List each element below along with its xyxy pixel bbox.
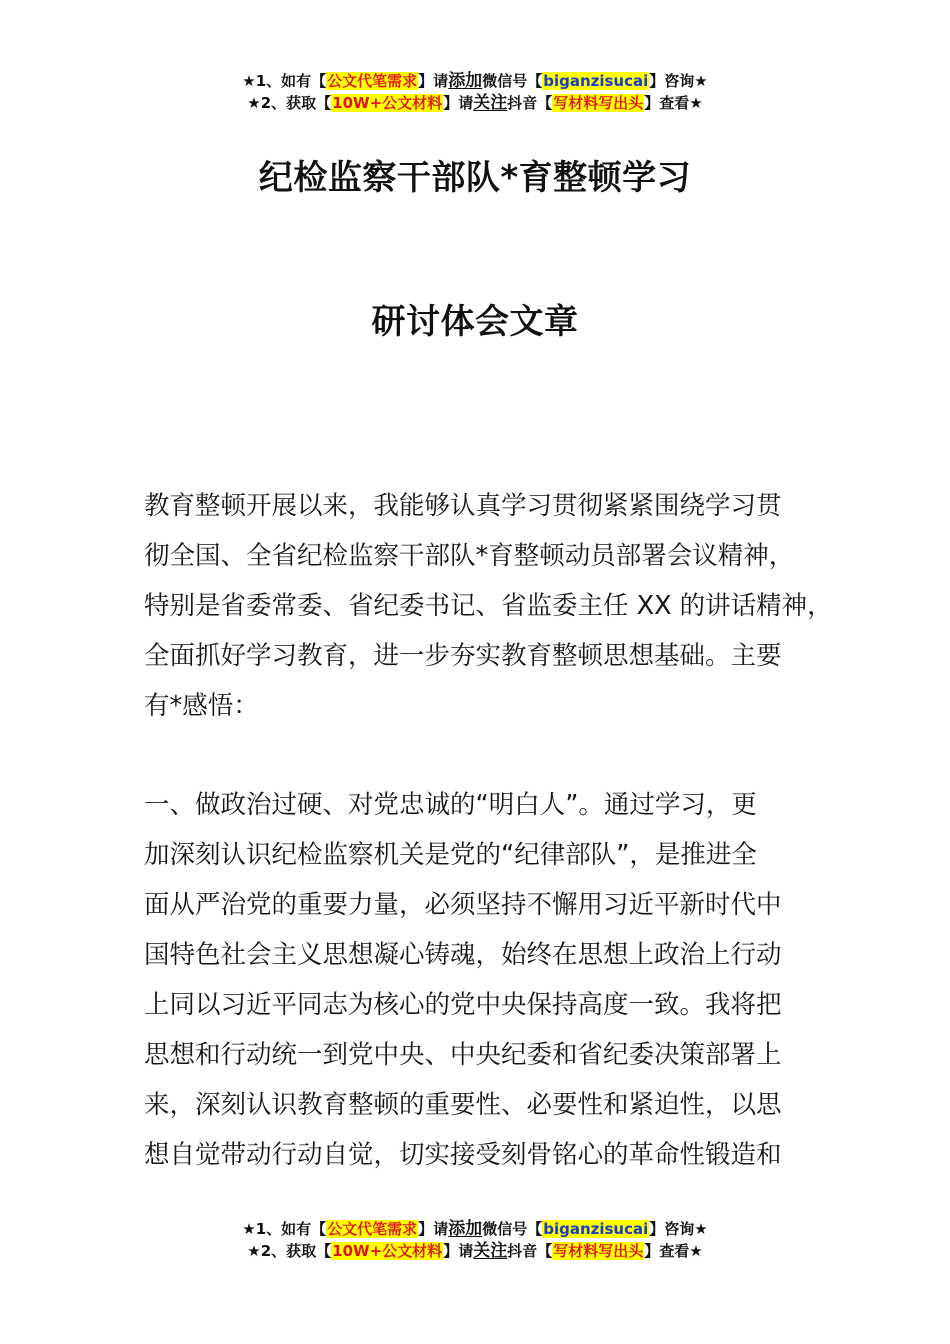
star-icon: ★ bbox=[242, 1220, 256, 1238]
star-icon: ★ bbox=[689, 1242, 703, 1260]
banner-line-1 bbox=[0, 1218, 950, 1240]
banner-text: 2、获取【 bbox=[260, 94, 332, 112]
text-line: 一、做政治过硬、对党忠诚的“明白人”。通过学习，更 bbox=[144, 790, 757, 820]
banner-text: 2、获取【 bbox=[260, 1242, 332, 1260]
text-line: 教育整顿开展以来，我能够认真学习贯彻紧紧围绕学习贯 bbox=[144, 491, 782, 521]
footer-banner bbox=[0, 1218, 950, 1262]
banner-text: 】请 bbox=[418, 72, 449, 90]
emphasis-text: 添加 bbox=[448, 71, 483, 91]
banner-text: 微信号【 bbox=[482, 1220, 543, 1238]
highlight-wechat-id: biganzisucai bbox=[543, 72, 649, 90]
banner-line-1 bbox=[0, 70, 950, 92]
document-title-line-2: 研讨体会文章 bbox=[371, 302, 579, 342]
star-icon: ★ bbox=[247, 1242, 261, 1260]
text-line: 特别是省委常委、省纪委书记、省监委主任 XX 的讲话精神， bbox=[144, 591, 833, 621]
banner-text: 1、如有【 bbox=[255, 72, 327, 90]
banner-text: 微信号【 bbox=[482, 72, 543, 90]
banner-text: 】请 bbox=[418, 1220, 449, 1238]
text-line: 彻全国、全省纪检监察干部队*育整顿动员部署会议精神， bbox=[144, 541, 795, 571]
text-line: 想自觉带动行动自觉，切实接受刻骨铭心的革命性锻造和 bbox=[144, 1140, 782, 1170]
highlight-douyin-id: 写材料写出头 bbox=[553, 94, 644, 112]
banner-text: 1、如有【 bbox=[255, 1220, 327, 1238]
text-line: 上同以习近平同志为核心的党中央保持高度一致。我将把 bbox=[144, 990, 782, 1020]
emphasis-text: 添加 bbox=[448, 1219, 483, 1239]
star-icon: ★ bbox=[694, 72, 708, 90]
star-icon: ★ bbox=[247, 94, 261, 112]
text-line: 加深刻认识纪检监察机关是党的“纪律部队”，是推进全 bbox=[144, 840, 757, 870]
text-line: 面从严治党的重要力量，必须坚持不懈用习近平新时代中 bbox=[144, 890, 782, 920]
star-icon: ★ bbox=[689, 94, 703, 112]
banner-text: 抖音【 bbox=[507, 1242, 553, 1260]
highlight-wechat-id: biganzisucai bbox=[543, 1220, 649, 1238]
star-icon: ★ bbox=[242, 72, 256, 90]
text-line: 思想和行动统一到党中央、中央纪委和省纪委决策部署上 bbox=[144, 1040, 782, 1070]
banner-line-2 bbox=[0, 92, 950, 114]
banner-line-2 bbox=[0, 1240, 950, 1262]
text-line: 国特色社会主义思想凝心铸魂，始终在思想上政治上行动 bbox=[144, 940, 782, 970]
banner-text: 】查看 bbox=[644, 94, 690, 112]
star-icon: ★ bbox=[694, 1220, 708, 1238]
banner-text: 】咨询 bbox=[649, 1220, 695, 1238]
banner-text: 】查看 bbox=[644, 1242, 690, 1260]
intro-paragraph bbox=[144, 481, 834, 731]
text-line: 有*感悟： bbox=[144, 691, 259, 721]
emphasis-text: 关注 bbox=[473, 1241, 508, 1261]
section-1-paragraph bbox=[144, 780, 834, 1180]
banner-text: 】咨询 bbox=[649, 72, 695, 90]
banner-text: 抖音【 bbox=[507, 94, 553, 112]
document-title-line-1: 纪检监察干部队*育整顿学习 bbox=[258, 158, 692, 198]
highlight-materials: 10W+公文材料 bbox=[332, 94, 443, 112]
emphasis-text: 关注 bbox=[473, 93, 508, 113]
text-line: 全面抓好学习教育，进一步夯实教育整顿思想基础。主要 bbox=[144, 641, 782, 671]
banner-text: 】请 bbox=[443, 1242, 474, 1260]
text-line: 来，深刻认识教育整顿的重要性、必要性和紧迫性，以思 bbox=[144, 1090, 782, 1120]
highlight-service: 公文代笔需求 bbox=[327, 72, 418, 90]
header-banner bbox=[0, 70, 950, 114]
highlight-douyin-id: 写材料写出头 bbox=[553, 1242, 644, 1260]
highlight-service: 公文代笔需求 bbox=[327, 1220, 418, 1238]
highlight-materials: 10W+公文材料 bbox=[332, 1242, 443, 1260]
banner-text: 】请 bbox=[443, 94, 474, 112]
